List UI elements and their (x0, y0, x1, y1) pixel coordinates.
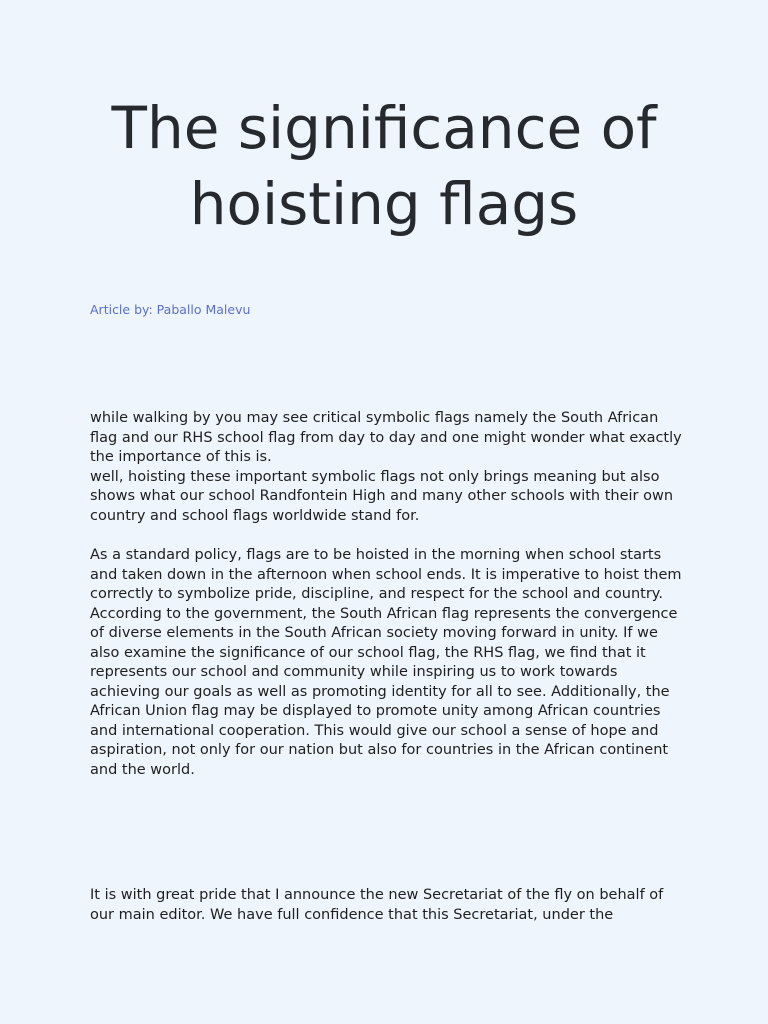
article-paragraph-2: As a standard policy, flags are to be hoisted in the morning when school starts and taken down in the afternoon when school ends. It is imperative to hoist them correctly to symbolize pride, discipline, and respect for the school and country. According to the government, the South African flag represents the convergence of diverse elements in the South African society moving forward in unity. If we also examine the significance of our school flag, the RHS flag, we find that it represents our school and community while inspiring us to work towards achieving our goals as well as promoting identity for all to see. Additionally, the African Union flag may be displayed to promote unity among African countries and international cooperation. This would give our school a sense of hope and aspiration, not only for our nation but also for countries in the African continent and the world. (90, 547, 682, 778)
article-paragraph-3: It is with great pride that I announce the new Secretariat of the fly on behalf of our main editor. We have full confidence that this Secretariat, under the (90, 887, 664, 923)
article-byline: Article by: Paballo Malevu (90, 302, 251, 317)
article-paragraph-1: while walking by you may see critical symbolic flags namely the South African flag and our RHS school flag from day to day and one might wonder what exactly the importance of this is. well, hoisting these important symbolic flags not only brings meaning but also shows what our school Randfontein High and many other schools with their own country and school flags worldwide stand for. (90, 410, 682, 524)
article-title: The significance of hoisting flags (111, 94, 657, 238)
